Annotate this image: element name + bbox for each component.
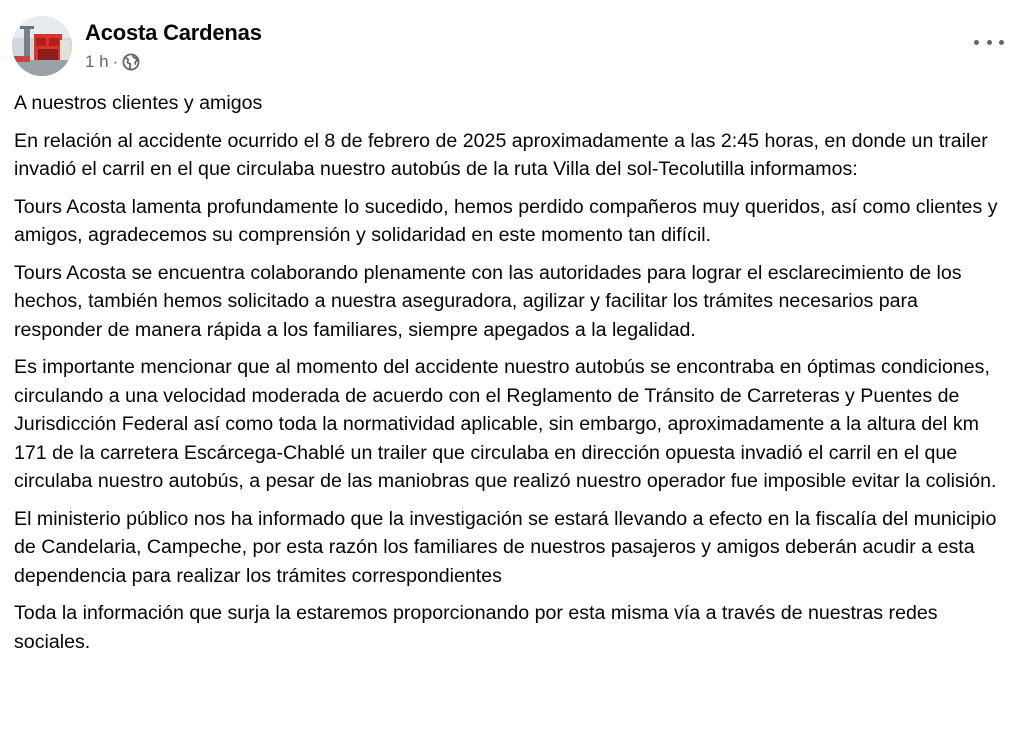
post-paragraph: En relación al accidente ocurrido el 8 de febrero de 2025 aproximadamente a las 2:45 horas, en donde un trailer invadió el carril en el que circulaba nuestro autobús de la ruta Villa del sol-Tecolutilla informamos: bbox=[14, 129, 988, 180]
avatar-image bbox=[12, 16, 72, 76]
more-options-button[interactable] bbox=[974, 34, 1004, 50]
more-horizontal-icon bbox=[999, 40, 1004, 45]
meta-separator: · bbox=[112, 52, 119, 71]
post-time[interactable]: 1 h bbox=[85, 52, 109, 71]
avatar[interactable] bbox=[12, 16, 72, 76]
post-paragraph: Es importante mencionar que al momento del accidente nuestro autobús se encontraba en óptimas condiciones, circulando a una velocidad moderada de acuerdo con el Reglamento de Tránsito de Carreteras y Puentes de Jurisdicción Federal así como toda la normatividad aplicable, sin embargo, aproximadamente a la altura del km 171 de la carretera Escárcega-Chablé un trailer que circulaba en dirección opuesta invadió el carril en el que circulaba nuestro autobús, a pesar de las maniobras que realizó nuestro operador fue imposible evitar la colisión. bbox=[14, 356, 997, 492]
more-horizontal-icon bbox=[974, 40, 979, 45]
post-header bbox=[12, 16, 1008, 78]
post-body bbox=[14, 89, 1010, 665]
post-paragraph: El ministerio público nos ha informado que la investigación se estará llevando a efecto en la fiscalía del municipio de Candelaria, Campeche, por esta razón los familiares de nuestros pasajeros y amigos deberán acudir a esta dependencia para realizar los trámites correspondientes bbox=[14, 507, 997, 587]
post-paragraph: Toda la información que surja la estaremos proporcionando por esta misma vía a través de nuestras redes sociales. bbox=[14, 602, 938, 653]
post-paragraph: A nuestros clientes y amigos bbox=[14, 92, 263, 114]
globe-icon[interactable] bbox=[122, 53, 140, 71]
post-paragraph: Tours Acosta lamenta profundamente lo sucedido, hemos perdido compañeros muy queridos, así como clientes y amigos, agradecemos su comprensión y solidaridad en este momento tan difícil. bbox=[14, 195, 998, 246]
more-horizontal-icon bbox=[987, 40, 992, 45]
post-paragraph: Tours Acosta se encuentra colaborando plenamente con las autoridades para lograr el esclarecimiento de los hechos, también hemos solicitado a nuestra aseguradora, agilizar y facilitar los trámites necesarios para responder de manera rápida a los familiares, siempre apegados a la legalidad. bbox=[14, 261, 962, 341]
author-name[interactable]: Acosta Cardenas bbox=[85, 20, 262, 45]
post-meta bbox=[85, 50, 140, 74]
